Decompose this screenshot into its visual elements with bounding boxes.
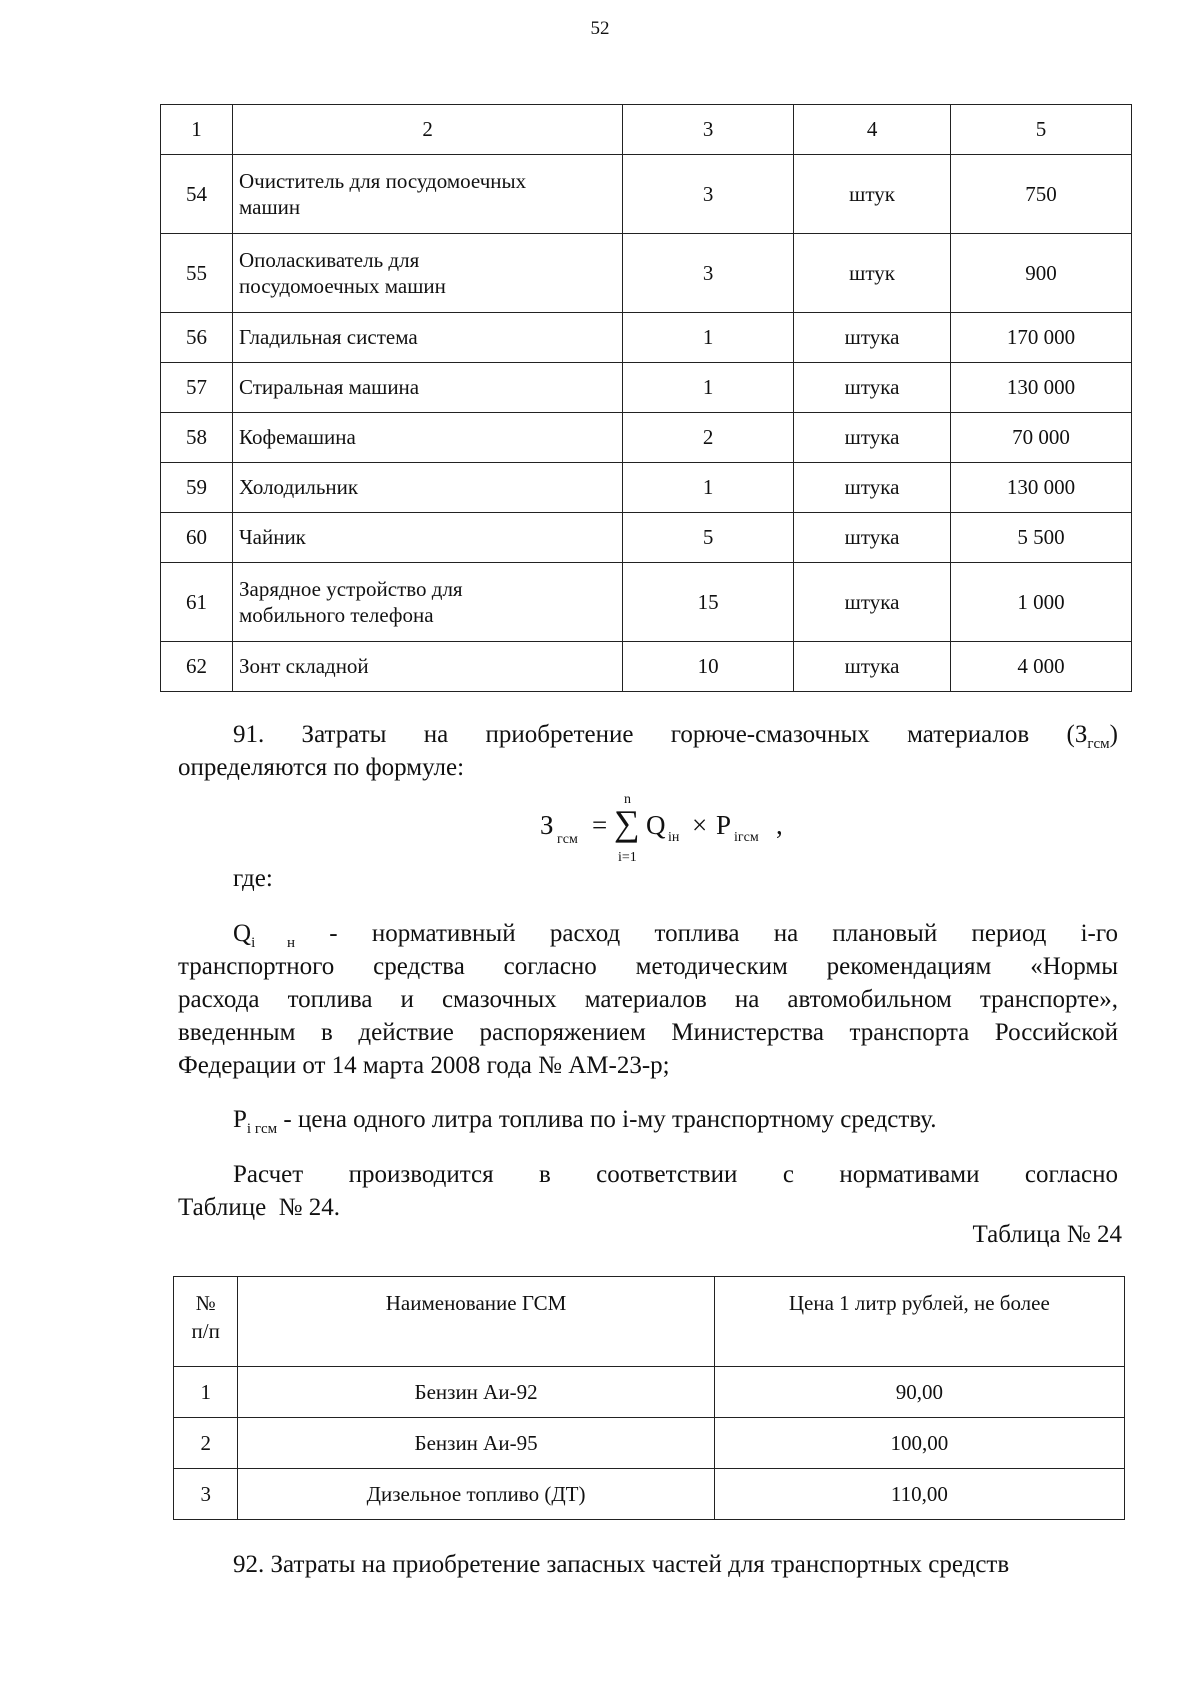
item-price: 900 — [951, 234, 1132, 313]
item-price: 4 000 — [951, 642, 1132, 692]
formula-q: Q — [646, 810, 666, 840]
para91-word: приобретение — [485, 721, 634, 748]
item-quantity: 1 — [623, 313, 794, 363]
item-quantity: 1 — [623, 463, 794, 513]
q-def-word: - — [329, 920, 338, 947]
formula-equals: = — [592, 810, 608, 840]
header-cell: 4 — [794, 105, 951, 155]
equipment-table — [160, 104, 1132, 692]
item-unit: штука — [794, 313, 951, 363]
row-number: 62 — [161, 642, 233, 692]
item-unit: штука — [794, 513, 951, 563]
item-unit: штука — [794, 413, 951, 463]
calc-line1 — [178, 1158, 1118, 1191]
item-name — [233, 155, 623, 234]
row-number: 55 — [161, 234, 233, 313]
item-quantity: 2 — [623, 413, 794, 463]
row-number: 54 — [161, 155, 233, 234]
item-price: 170 000 — [951, 313, 1132, 363]
item-name-line: Очиститель для посудомоечных — [239, 168, 527, 193]
zgsm-symbol: $(З_{гсм})$ — [1066, 721, 1118, 752]
row-number: 1 — [174, 1367, 238, 1418]
header-name: Наименование ГСМ — [238, 1277, 714, 1367]
calc-word: согласно — [1024, 1161, 1119, 1188]
table-row — [161, 513, 1132, 563]
item-name-line: посудомоечных машин — [239, 274, 446, 298]
item-unit: штук — [794, 234, 951, 313]
formula-sum-lower: i=1 — [618, 850, 637, 865]
item-name-line: Зарядное устройство для — [239, 576, 463, 601]
fuel-price: 90,00 — [714, 1367, 1124, 1418]
formula-p-sub: iгсм — [734, 830, 759, 845]
para91-word: Затраты — [301, 721, 387, 748]
header-cell: 3 — [623, 105, 794, 155]
fuel-price: 100,00 — [714, 1418, 1124, 1469]
item-name — [233, 234, 623, 313]
item-name-line: Ополаскиватель для — [239, 247, 420, 272]
page-number: 52 — [590, 18, 610, 39]
header-cell: 5 — [951, 105, 1132, 155]
formula-lhs-sub: гсм — [557, 832, 578, 847]
table-header-row — [161, 105, 1132, 155]
table-header-row — [174, 1277, 1125, 1367]
q-def-word: расход — [549, 920, 621, 947]
item-quantity: 5 — [623, 513, 794, 563]
q-def-word: i-го — [1080, 920, 1118, 947]
p-symbol: P — [233, 1106, 247, 1133]
where-label: где: — [233, 865, 273, 892]
item-name: Чайник — [233, 513, 623, 563]
calc-word: в — [538, 1161, 551, 1188]
formula-q-sub: iн — [668, 830, 680, 845]
fuel-name: Бензин Аи-92 — [238, 1367, 714, 1418]
para91-line2: определяются по формуле: — [178, 754, 465, 781]
table-row — [161, 563, 1132, 642]
p-definition-text: - цена одного литра топлива по i-му транспортному средству. — [277, 1106, 937, 1133]
fuel-price: 110,00 — [714, 1469, 1124, 1520]
item-name — [233, 563, 623, 642]
item-name-line: мобильного телефона — [239, 603, 434, 627]
header-number: № п/п — [174, 1277, 238, 1367]
calc-word: производится — [348, 1161, 494, 1188]
table-row — [174, 1469, 1125, 1520]
row-number: 59 — [161, 463, 233, 513]
row-number: 57 — [161, 363, 233, 413]
formula — [540, 790, 800, 870]
item-unit: штука — [794, 642, 951, 692]
row-number: 56 — [161, 313, 233, 363]
sigma-icon: ∑ — [614, 803, 640, 843]
item-quantity: 10 — [623, 642, 794, 692]
table-row — [161, 642, 1132, 692]
row-number: 58 — [161, 413, 233, 463]
table-row — [161, 155, 1132, 234]
table-row — [174, 1367, 1125, 1418]
q-def-word: период — [971, 920, 1047, 947]
item-unit: штук — [794, 155, 951, 234]
p-definition — [178, 1103, 1118, 1146]
q-definition-line3: расхода топлива и смазочных материалов на автомобильном транспорте», — [178, 986, 1118, 1013]
item-price: 1 000 — [951, 563, 1132, 642]
table-row — [174, 1418, 1125, 1469]
table-row — [161, 463, 1132, 513]
item-name-line: машин — [239, 195, 301, 219]
row-number: 3 — [174, 1469, 238, 1520]
item-price: 130 000 — [951, 363, 1132, 413]
para91-word: материалов — [907, 721, 1030, 748]
q-definition-line4: введенным в действие распоряжением Министерства транспорта Российской — [178, 1019, 1118, 1046]
item-unit: штука — [794, 563, 951, 642]
formula-lhs: З — [540, 810, 554, 840]
fuel-name: Дизельное топливо (ДТ) — [238, 1469, 714, 1520]
table-row — [161, 363, 1132, 413]
para92: 92. Затраты на приобретение запасных частей для транспортных средств — [233, 1551, 1010, 1578]
table-row — [161, 313, 1132, 363]
row-number: 2 — [174, 1418, 238, 1469]
item-name: Холодильник — [233, 463, 623, 513]
item-price: 5 500 — [951, 513, 1132, 563]
row-number: 60 — [161, 513, 233, 563]
formula-comma: , — [776, 810, 783, 840]
header-cell: 2 — [233, 105, 623, 155]
q-def-word: плановый — [832, 920, 938, 947]
item-name: Зонт складной — [233, 642, 623, 692]
formula-sum-upper: n — [624, 792, 631, 807]
header-cell: 1 — [161, 105, 233, 155]
p-symbol-sub: i гсм — [246, 1121, 278, 1137]
q-def-word: на — [773, 920, 799, 947]
item-name: Гладильная система — [233, 313, 623, 363]
para91-word: 91. — [233, 721, 265, 748]
calc-word: соответствии — [596, 1161, 738, 1188]
item-quantity: 1 — [623, 363, 794, 413]
calc-word: нормативами — [839, 1161, 980, 1188]
header-price: Цена 1 литр рублей, не более — [714, 1277, 1124, 1367]
table-row — [161, 234, 1132, 313]
para91-word: на — [423, 721, 449, 748]
item-price: 750 — [951, 155, 1132, 234]
item-price: 70 000 — [951, 413, 1132, 463]
item-price: 130 000 — [951, 463, 1132, 513]
formula-times: × — [692, 810, 708, 840]
row-number: 61 — [161, 563, 233, 642]
item-unit: штука — [794, 463, 951, 513]
item-quantity: 15 — [623, 563, 794, 642]
calc-word: Расчет — [233, 1161, 304, 1188]
q-symbol: $Q_{i н}$ — [233, 920, 296, 951]
table-caption: Таблица № 24 — [972, 1221, 1122, 1248]
calc-word: с — [782, 1161, 794, 1188]
fuel-name: Бензин Аи-95 — [238, 1418, 714, 1469]
calc-line2: Таблице № 24. — [178, 1194, 341, 1221]
item-quantity: 3 — [623, 155, 794, 234]
fuel-price-table — [173, 1276, 1125, 1520]
q-def-word: топлива — [654, 920, 740, 947]
item-unit: штука — [794, 363, 951, 413]
table-row — [161, 413, 1132, 463]
formula-p: P — [716, 810, 732, 840]
item-name: Стиральная машина — [233, 363, 623, 413]
para91-word: горюче-смазочных — [670, 721, 870, 748]
item-name: Кофемашина — [233, 413, 623, 463]
item-quantity: 3 — [623, 234, 794, 313]
q-def-word: нормативный — [371, 920, 516, 947]
q-definition-line2: транспортного средства согласно методическим рекомендациям «Нормы — [178, 953, 1118, 980]
q-definition-line5: Федерации от 14 марта 2008 года № АМ-23-р; — [178, 1052, 670, 1079]
